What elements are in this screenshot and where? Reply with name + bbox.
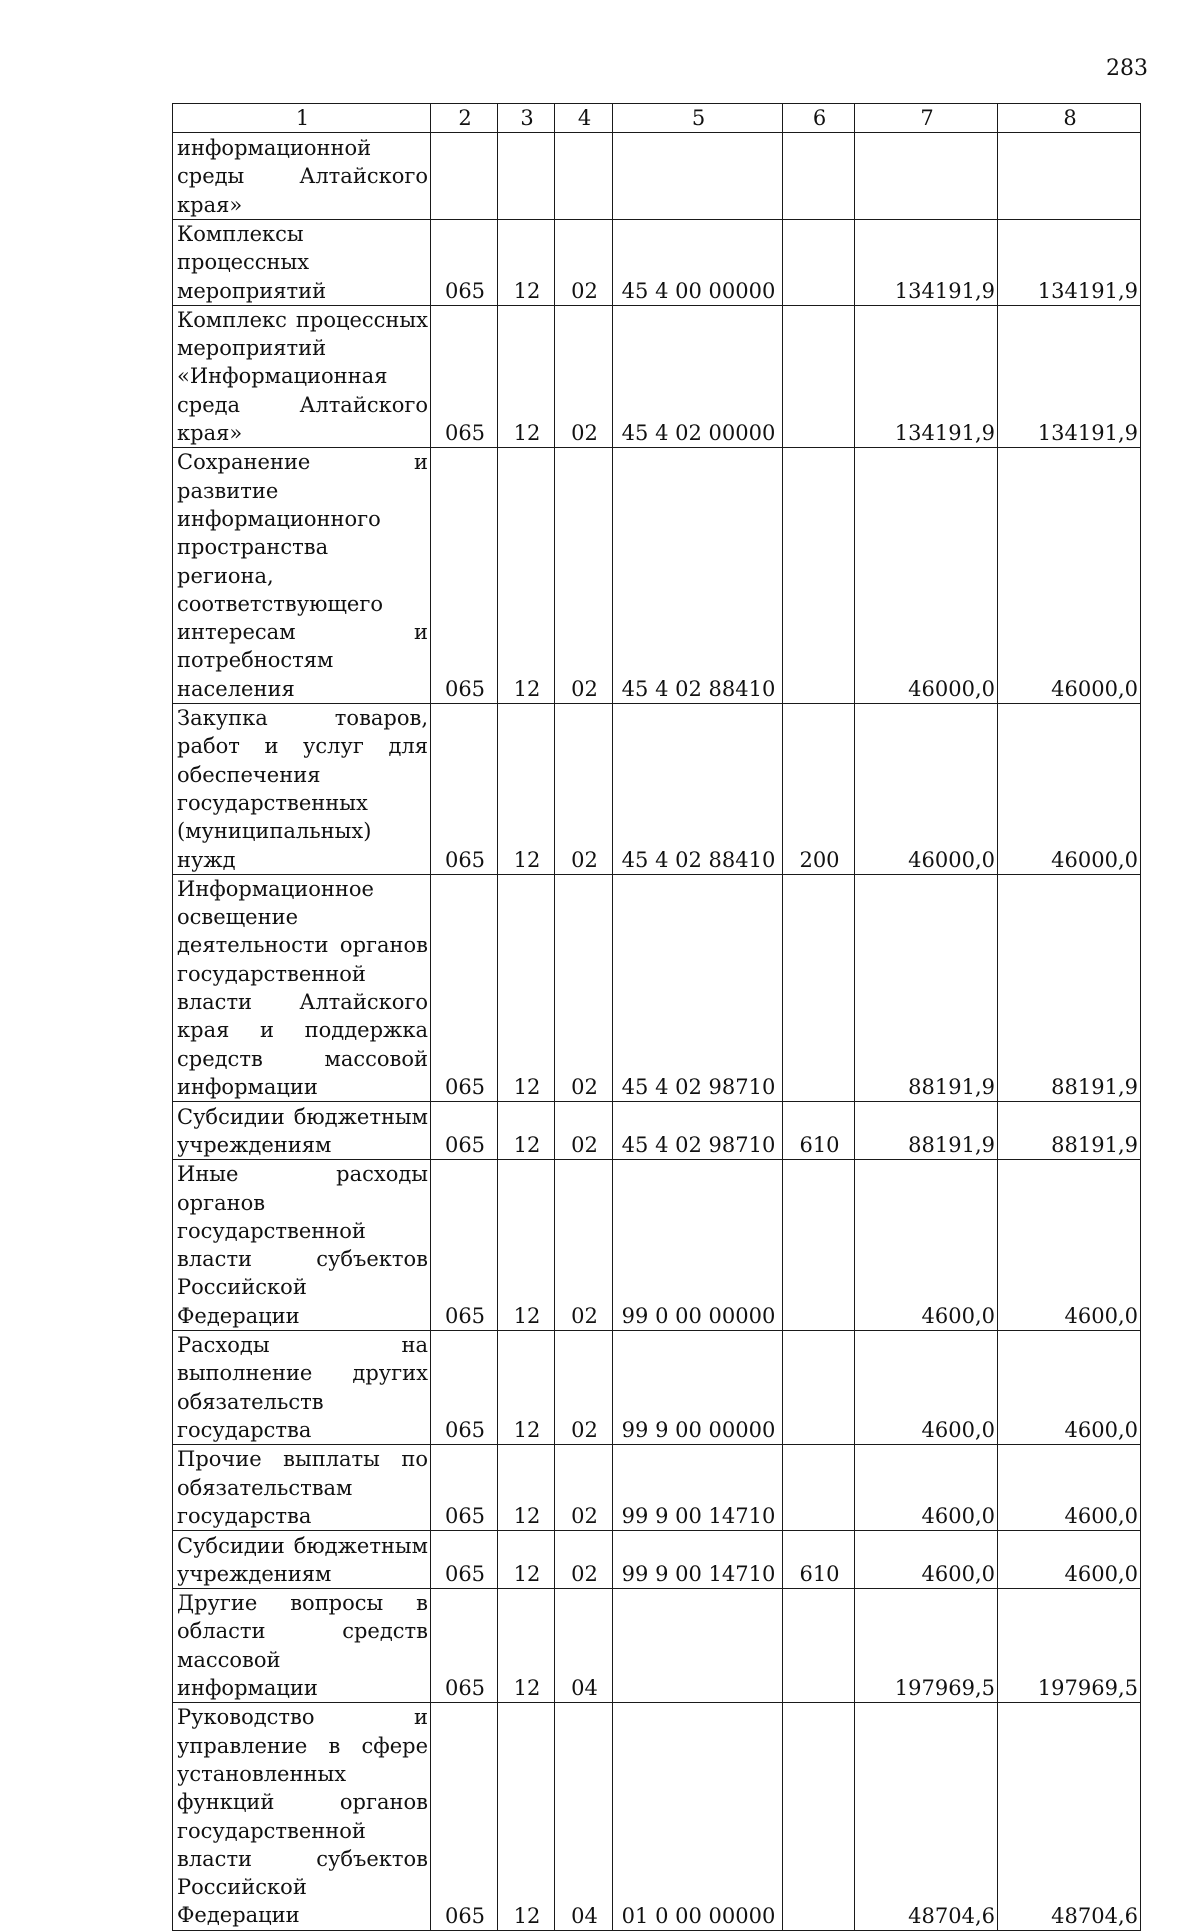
col-header-6: 6 xyxy=(783,104,855,133)
col-header-7: 7 xyxy=(855,104,998,133)
cell-section: 12 xyxy=(498,1330,555,1444)
cell-amount-7: 4600,0 xyxy=(855,1160,998,1331)
cell-target-article: 99 0 00 00000 xyxy=(613,1160,783,1331)
cell-target-article: 01 0 00 00000 xyxy=(613,1703,783,1930)
cell-section: 12 xyxy=(498,1102,555,1160)
row-description: Информационное освещение деятельности органов государственной власти Алтайского края и поддержка средств массовой информации xyxy=(173,874,431,1101)
table-row xyxy=(173,874,1141,1101)
cell-subsection: 04 xyxy=(555,1703,613,1930)
cell-target-article: 99 9 00 14710 xyxy=(613,1445,783,1531)
table-row xyxy=(173,1330,1141,1444)
row-description: Другие вопросы в области средств массовой информации xyxy=(173,1589,431,1703)
cell-expense-type xyxy=(783,1703,855,1930)
cell-section: 12 xyxy=(498,448,555,704)
cell-subsection: 02 xyxy=(555,704,613,875)
cell-code: 065 xyxy=(431,220,498,306)
cell-target-article: 99 9 00 00000 xyxy=(613,1330,783,1444)
cell-target-article: 45 4 02 00000 xyxy=(613,305,783,447)
cell-expense-type xyxy=(783,1160,855,1331)
col-header-2: 2 xyxy=(431,104,498,133)
cell-section xyxy=(498,133,555,220)
cell-target-article: 99 9 00 14710 xyxy=(613,1531,783,1589)
cell-subsection: 02 xyxy=(555,1531,613,1589)
cell-code: 065 xyxy=(431,1703,498,1930)
cell-code: 065 xyxy=(431,305,498,447)
table-row xyxy=(173,1102,1141,1160)
row-description: Сохранение и развитие информационного пространства региона, соответствующего интересам и потребностям населения xyxy=(173,448,431,704)
row-description: Иные расходы органов государственной власти субъектов Российской Федерации xyxy=(173,1160,431,1331)
cell-subsection: 02 xyxy=(555,448,613,704)
cell-amount-8: 4600,0 xyxy=(998,1445,1141,1531)
cell-section: 12 xyxy=(498,1445,555,1531)
cell-subsection: 02 xyxy=(555,220,613,306)
cell-expense-type xyxy=(783,1589,855,1703)
cell-section: 12 xyxy=(498,220,555,306)
cell-section: 12 xyxy=(498,874,555,1101)
cell-target-article xyxy=(613,133,783,220)
cell-code xyxy=(431,133,498,220)
col-header-3: 3 xyxy=(498,104,555,133)
cell-amount-8: 46000,0 xyxy=(998,704,1141,875)
row-description: Субсидии бюджетным учреждениям xyxy=(173,1531,431,1589)
cell-expense-type xyxy=(783,448,855,704)
col-header-8: 8 xyxy=(998,104,1141,133)
cell-subsection: 02 xyxy=(555,1160,613,1331)
table-row xyxy=(173,1531,1141,1589)
cell-code: 065 xyxy=(431,1102,498,1160)
cell-target-article: 45 4 02 88410 xyxy=(613,448,783,704)
cell-subsection: 02 xyxy=(555,1102,613,1160)
row-description: Прочие выплаты по обязательствам государства xyxy=(173,1445,431,1531)
row-description: информационной среды Алтайского края» xyxy=(173,133,431,220)
cell-code: 065 xyxy=(431,1589,498,1703)
cell-subsection: 04 xyxy=(555,1589,613,1703)
budget-table xyxy=(172,103,1141,1931)
cell-amount-8: 46000,0 xyxy=(998,448,1141,704)
cell-target-article: 45 4 02 98710 xyxy=(613,874,783,1101)
cell-amount-8: 4600,0 xyxy=(998,1330,1141,1444)
table-row xyxy=(173,220,1141,306)
cell-expense-type: 610 xyxy=(783,1531,855,1589)
cell-amount-8: 48704,6 xyxy=(998,1703,1141,1930)
col-header-4: 4 xyxy=(555,104,613,133)
cell-amount-8: 4600,0 xyxy=(998,1531,1141,1589)
page-number: 283 xyxy=(1106,56,1148,81)
cell-subsection xyxy=(555,133,613,220)
table-row xyxy=(173,704,1141,875)
table-row xyxy=(173,1445,1141,1531)
cell-code: 065 xyxy=(431,1531,498,1589)
cell-target-article: 45 4 02 88410 xyxy=(613,704,783,875)
table-row xyxy=(173,1160,1141,1331)
cell-code: 065 xyxy=(431,704,498,875)
row-description: Закупка товаров, работ и услуг для обеспечения государственных (муниципальных) нужд xyxy=(173,704,431,875)
cell-amount-7: 88191,9 xyxy=(855,1102,998,1160)
cell-amount-7: 4600,0 xyxy=(855,1531,998,1589)
cell-amount-7: 4600,0 xyxy=(855,1330,998,1444)
cell-expense-type: 610 xyxy=(783,1102,855,1160)
col-header-5: 5 xyxy=(613,104,783,133)
cell-amount-7: 48704,6 xyxy=(855,1703,998,1930)
cell-amount-7: 4600,0 xyxy=(855,1445,998,1531)
cell-section: 12 xyxy=(498,1160,555,1331)
cell-amount-7: 46000,0 xyxy=(855,704,998,875)
cell-expense-type xyxy=(783,133,855,220)
table-row xyxy=(173,448,1141,704)
cell-target-article: 45 4 02 98710 xyxy=(613,1102,783,1160)
cell-expense-type xyxy=(783,305,855,447)
cell-subsection: 02 xyxy=(555,1445,613,1531)
header-row xyxy=(173,104,1141,133)
cell-amount-7: 46000,0 xyxy=(855,448,998,704)
cell-subsection: 02 xyxy=(555,874,613,1101)
table-row xyxy=(173,1703,1141,1930)
cell-amount-8: 4600,0 xyxy=(998,1160,1141,1331)
cell-amount-8: 88191,9 xyxy=(998,874,1141,1101)
cell-amount-8: 197969,5 xyxy=(998,1589,1141,1703)
row-description: Субсидии бюджетным учреждениям xyxy=(173,1102,431,1160)
cell-section: 12 xyxy=(498,305,555,447)
table-row xyxy=(173,305,1141,447)
cell-amount-8: 134191,9 xyxy=(998,305,1141,447)
cell-section: 12 xyxy=(498,704,555,875)
cell-code: 065 xyxy=(431,448,498,704)
cell-amount-7: 197969,5 xyxy=(855,1589,998,1703)
cell-amount-7: 134191,9 xyxy=(855,305,998,447)
row-description: Расходы на выполнение других обязательств государства xyxy=(173,1330,431,1444)
row-description: Комплексы процессных мероприятий xyxy=(173,220,431,306)
cell-section: 12 xyxy=(498,1531,555,1589)
cell-subsection: 02 xyxy=(555,1330,613,1444)
table-row xyxy=(173,133,1141,220)
cell-amount-8: 134191,9 xyxy=(998,220,1141,306)
cell-code: 065 xyxy=(431,1160,498,1331)
cell-amount-7: 134191,9 xyxy=(855,220,998,306)
cell-section: 12 xyxy=(498,1589,555,1703)
cell-target-article xyxy=(613,1589,783,1703)
cell-amount-8 xyxy=(998,133,1141,220)
cell-expense-type xyxy=(783,1330,855,1444)
cell-amount-7 xyxy=(855,133,998,220)
cell-target-article: 45 4 00 00000 xyxy=(613,220,783,306)
table-body xyxy=(173,104,1141,1931)
cell-expense-type xyxy=(783,1445,855,1531)
cell-expense-type xyxy=(783,874,855,1101)
cell-section: 12 xyxy=(498,1703,555,1930)
col-header-1: 1 xyxy=(173,104,431,133)
row-description: Руководство и управление в сфере установленных функций органов государственной власти субъектов Российской Федерации xyxy=(173,1703,431,1930)
cell-amount-7: 88191,9 xyxy=(855,874,998,1101)
cell-code: 065 xyxy=(431,874,498,1101)
cell-expense-type: 200 xyxy=(783,704,855,875)
cell-expense-type xyxy=(783,220,855,306)
table-row xyxy=(173,1589,1141,1703)
cell-code: 065 xyxy=(431,1330,498,1444)
cell-amount-8: 88191,9 xyxy=(998,1102,1141,1160)
row-description: Комплекс процессных мероприятий «Информационная среда Алтайского края» xyxy=(173,305,431,447)
cell-subsection: 02 xyxy=(555,305,613,447)
cell-code: 065 xyxy=(431,1445,498,1531)
